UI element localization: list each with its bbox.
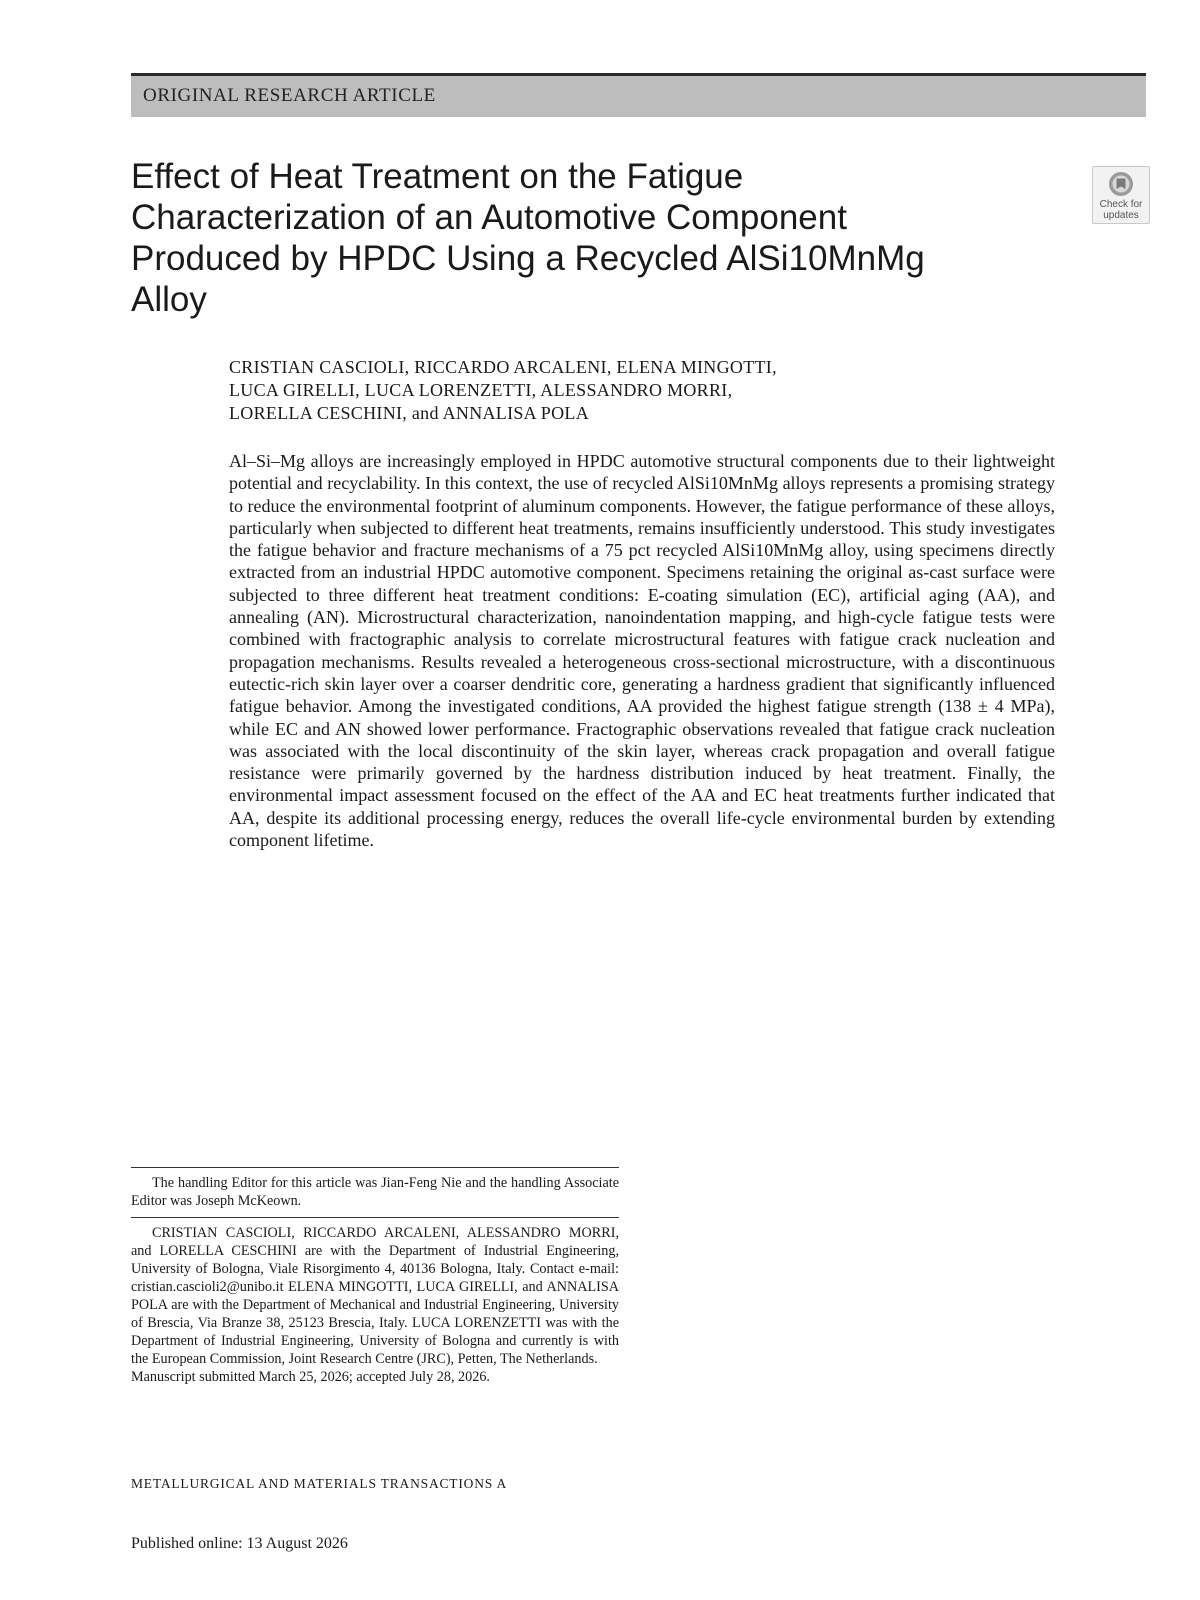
author-line: CRISTIAN CASCIOLI, RICCARDO ARCALENI, ELENA MINGOTTI, (229, 357, 777, 377)
journal-name: METALLURGICAL AND MATERIALS TRANSACTIONS A (131, 1476, 508, 1491)
title-line: Produced by HPDC Using a Recycled AlSi10MnMg (131, 239, 925, 278)
author-line: LORELLA CESCHINI, and ANNALISA POLA (229, 403, 589, 423)
footnotes (131, 1167, 619, 1386)
handling-editor-note: The handling Editor for this article was Jian-Feng Nie and the handling Associate Editor was Joseph McKeown. (131, 1175, 619, 1209)
abstract: Al–Si–Mg alloys are increasingly employed in HPDC automotive structural components due to their lightweight potential and recyclability. In this context, the use of recycled AlSi10MnMg alloys represents a promising strategy to reduce the environmental footprint of aluminum components. However, the fatigue performance of these alloys, particularly when subjected to different heat treatments, remains insufficiently understood. This study investigates the fatigue behavior and fracture mechanisms of a 75 pct recycled AlSi10MnMg alloy, using specimens directly extracted from an industrial HPDC automotive component. Specimens retaining the original as-cast surface were subjected to three different heat treatment conditions: E-coating simulation (EC), artificial aging (AA), and annealing (AN). Microstructural characterization, nanoindentation mapping, and high-cycle fatigue tests were combined with fractographic analysis to correlate microstructural features with fatigue crack nucleation and propagation mechanisms. Results revealed a heterogeneous cross-sectional microstructure, with a discontinuous eutectic-rich skin layer over a coarser dendritic core, generating a hardness gradient that significantly influenced fatigue behavior. Among the investigated conditions, AA provided the highest fatigue strength (138 ± 4 MPa), while EC and AN showed lower performance. Fractographic observations revealed that fatigue crack nucleation was associated with the local discontinuity of the skin layer, whereas crack propagation and overall fatigue resistance were primarily governed by the hardness distribution induced by heat treatment. Finally, the environmental impact assessment focused on the effect of the AA and EC heat treatments further indicated that AA, despite its additional processing energy, reduces the overall life-cycle environmental burden by extending component lifetime. (229, 451, 1055, 851)
footnote-divider (131, 1167, 619, 1168)
title-line: Effect of Heat Treatment on the Fatigue (131, 157, 744, 196)
author-line: LUCA GIRELLI, LUCA LORENZETTI, ALESSANDRO MORRI, (229, 380, 733, 400)
article-type-banner (131, 73, 1146, 117)
check-for-updates-button[interactable] (1092, 166, 1150, 224)
title-line: Characterization of an Automotive Component (131, 198, 847, 237)
check-for-updates-label: Check for updates (1099, 199, 1143, 221)
author-list (229, 356, 1059, 425)
published-date: Published online: 13 August 2026 (131, 1535, 348, 1552)
title-line: Alloy (131, 280, 207, 319)
paper-title (131, 156, 1031, 320)
article-type-label: ORIGINAL RESEARCH ARTICLE (143, 85, 436, 106)
footnote-divider (131, 1217, 619, 1218)
affiliations-note: CRISTIAN CASCIOLI, RICCARDO ARCALENI, ALESSANDRO MORRI, and LORELLA CESCHINI are with the Department of Industrial Engineering, University of Bologna, Viale Risorgimento 4, 40136 Bologna, Italy. Contact e-mail: cristian.cascioli2@unibo.it ELENA MINGOTTI, LUCA GIRELLI, and ANNALISA POLA are with the Department of Mechanical and Industrial Engineering, University of Brescia, Via Branze 38, 25123 Brescia, Italy. LUCA LORENZETTI was with the Department of Industrial Engineering, University of Bologna and currently is with the European Commission, Joint Research Centre (JRC), Petten, The Netherlands. (131, 1225, 619, 1367)
check-for-updates-icon (1107, 170, 1135, 198)
manuscript-dates: Manuscript submitted March 25, 2026; accepted July 28, 2026. (131, 1369, 490, 1385)
